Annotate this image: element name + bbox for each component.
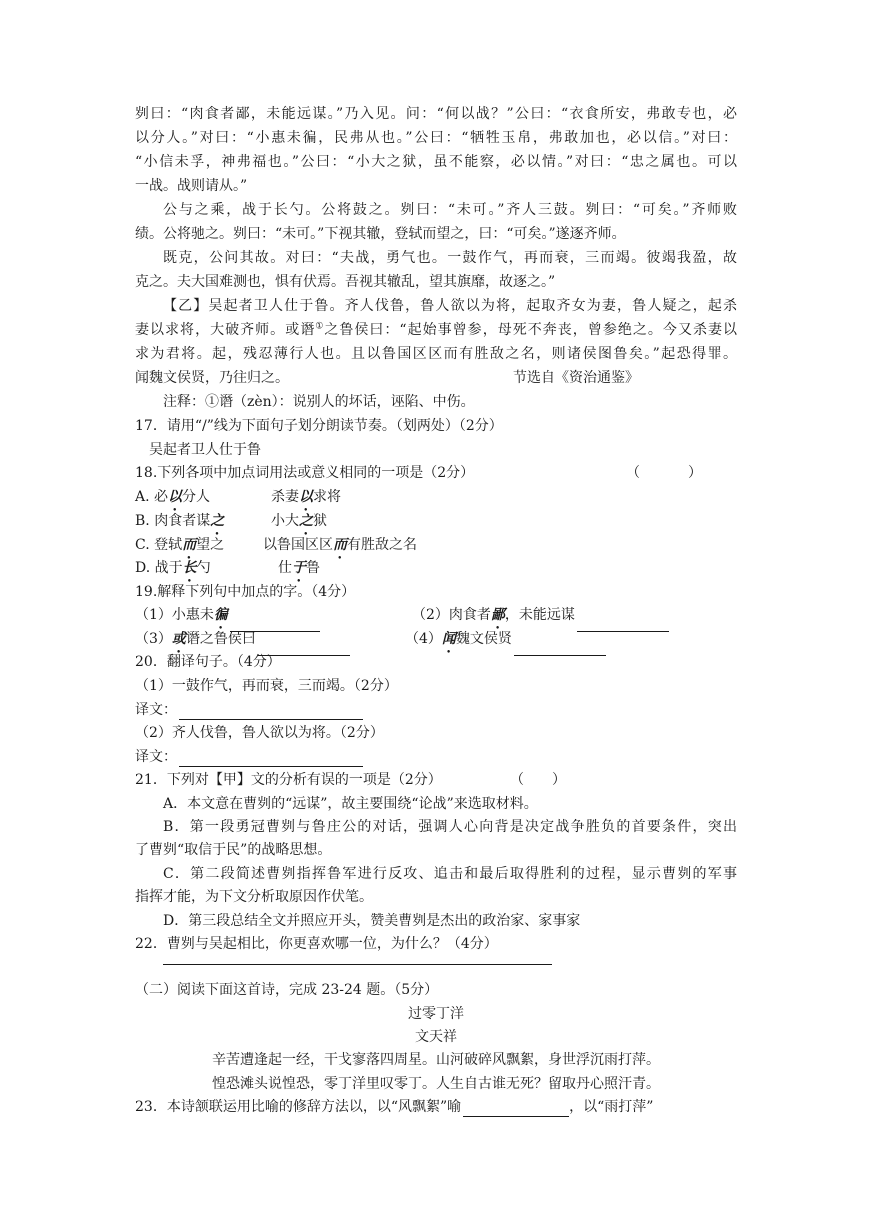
q18-option-b: B. 肉食者谋之 (135, 513, 225, 529)
passage-jia-p1-line4: 一战。战则请从。” (135, 178, 248, 194)
passage-jia-p1-line3: “小信未孚，神弗福也。”公曰：“小大之狱，虽不能察，必以情。”对曰：“忠之属也。可以 (135, 154, 737, 170)
q18-option-d: D. 战于长勺 (135, 560, 211, 576)
q21-option-b-line2: 了曹刿“取信于民”的战略思想。 (135, 842, 332, 858)
q18-option-a: A. 必以分人 (135, 489, 211, 505)
footnote: 注释：①谮（zèn）：说别人的坏话，诬陷、中伤。 (163, 394, 475, 410)
q20-translation2: 译文： (135, 747, 363, 769)
q17-stem: 17．请用“/”线为下面句子划分朗读节奏。（划两处）（2分） (135, 418, 503, 434)
q18-option-d-second: 仕于鲁 (278, 560, 320, 576)
q20-translation1: 译文： (135, 700, 363, 722)
poem-line1: 辛苦遭逢起一经，干戈寥落四周星。山河破碎风飘絮，身世浮沉雨打萍。 (212, 1052, 660, 1068)
q23-stem: 23．本诗颔联运用比喻的修辞方法以，以“风飘絮”喻 ，以“雨打萍” (135, 1099, 654, 1115)
q18-stem: 18.下列各项中加点词用法或意义相同的一项是（2分） (135, 465, 475, 481)
answer-blank[interactable] (463, 1100, 569, 1117)
passage-jia-p1-line1: 刿曰：“肉食者鄙，未能远谋。”乃入见。问：“何以战？”公曰：“衣食所安，弗敢专也，必 (135, 106, 737, 122)
q19-stem: 19.解释下列句中加点的字。（4分） (135, 584, 356, 600)
passage-yi-line4: 闻魏文侯贤，乃往归之。 (135, 370, 289, 386)
dotted-char: 或 (171, 631, 186, 647)
q21-answer-paren[interactable]: （ ） (510, 772, 566, 788)
passage-source: 节选自《资治通鉴》 (513, 370, 639, 386)
passage-yi-line1: 【乙】吴起者卫人仕于鲁。齐人伐鲁，鲁人欲以为将，起取齐女为妻，鲁人疑之，起杀 (163, 298, 737, 314)
dotted-char: 以 (299, 489, 313, 505)
poem-title: 过零丁洋 (408, 1006, 464, 1022)
q19-item2: （2）肉食者鄙，未能远谋 (412, 605, 669, 627)
q21-option-c-line2: 指挥才能，为下文分析取原因作伏笔。 (135, 889, 373, 905)
passage-jia-p2-line2: 绩。公将驰之。刿曰：“未可。”下视其辙，登轼而望之，曰：“可矣。”遂逐齐师。 (135, 226, 626, 242)
passage-jia-p3-line1: 既克，公问其故。对曰：“夫战，勇气也。一鼓作气，再而衰，三而竭。彼竭我盈，故 (163, 250, 737, 266)
passage-yi-line3: 求为君将。起，残忍薄行人也。且以鲁国区区而有胜敌之名，则诸侯图鲁矣。”起恐得罪。 (135, 346, 737, 362)
q22-stem: 22．曹刿与吴起相比，你更喜欢哪一位，为什么？（4分） (135, 936, 498, 952)
q17-sentence: 吴起者卫人仕于鲁 (149, 442, 261, 458)
q19-item3: （3）或谮之鲁侯曰 (135, 629, 350, 651)
q20-sentence1: （1）一鼓作气，再而衰，三而竭。（2分） (135, 678, 398, 694)
q19-item4: （4）闻魏文侯贤 (405, 629, 606, 651)
q18-option-a-second: 杀妻以求将 (271, 489, 341, 505)
dotted-char: 于 (292, 560, 306, 576)
q22-answer-line[interactable] (163, 964, 552, 965)
dotted-char: 徧 (213, 607, 228, 623)
answer-blank[interactable] (179, 750, 363, 767)
q21-option-b-line1: B．第一段勇冠曹刿与鲁庄公的对话，强调人心向背是决定战争胜负的首要条件，突出 (163, 819, 737, 835)
q18-option-c: C. 登轼而望之 (135, 537, 225, 553)
dotted-char: 闻 (441, 631, 456, 647)
passage-jia-p2-line1: 公与之乘，战于长勺。公将鼓之。刿曰：“未可。”齐人三鼓。刿曰：“可矣。”齐师败 (163, 202, 737, 218)
passage-jia-p1-line2: 以分人。”对曰：“小惠未徧，民弗从也。”公曰：“牺牲玉帛，弗敢加也，必以信。”对曰： (135, 130, 737, 146)
poem-section-intro: （二）阅读下面这首诗，完成 23-24 题。（5分） (135, 982, 439, 998)
dotted-char: 而 (182, 537, 197, 553)
q18-option-c-second: 以鲁国区区而有胜敌之名 (263, 537, 417, 553)
dotted-char: 之 (299, 513, 313, 529)
footnote-marker: ① (315, 321, 325, 332)
q18-answer-paren[interactable]: （ ） (626, 465, 702, 481)
passage-yi-line2-part2: 之鲁侯曰：“起始事曾参，母死不奔丧，曾参绝之。今又杀妻以 (324, 322, 738, 338)
answer-blank[interactable] (179, 703, 363, 720)
q21-option-d: D．第三段总结全文并照应开头，赞美曹刿是杰出的政治家、家事家 (163, 913, 581, 929)
dotted-char: 而 (333, 537, 347, 553)
answer-blank[interactable] (514, 639, 606, 656)
q21-option-c-line1: C．第二段简述曹刿指挥鲁军进行反攻、追击和最后取得胜利的过程，显示曹刿的军事 (163, 866, 737, 882)
q20-sentence2: （2）齐人伐鲁，鲁人欲以为将。（2分） (135, 725, 384, 741)
poem-line2: 惶恐滩头说惶恐，零丁洋里叹零丁。人生自古谁无死？留取丹心照汗青。 (212, 1076, 660, 1092)
passage-yi-line2 (135, 320, 737, 342)
q20-stem: 20．翻译句子。（4分） (135, 654, 281, 670)
dotted-char: 以 (168, 489, 183, 505)
passage-yi-line2-part1: 妻以求将，大破齐师。或谮 (135, 322, 316, 338)
q18-option-b-second: 小大之狱 (271, 513, 327, 529)
passage-jia-p3-line2: 克之。夫大国难测也，惧有伏焉。吾视其辙乱，望其旗靡，故逐之。” (135, 274, 556, 290)
q19-item1: （1）小惠未徧 (135, 605, 320, 627)
dotted-char: 之 (210, 513, 225, 529)
q21-option-a: A．本文意在曹刿的“远谋”，故主要围绕“论战”来选取材料。 (163, 796, 538, 812)
dotted-char: 鄙 (490, 607, 505, 623)
poem-author: 文天祥 (415, 1029, 457, 1045)
dotted-char: 长 (182, 560, 197, 576)
q21-stem: 21．下列对【甲】文的分析有误的一项是（2分） (135, 772, 442, 788)
